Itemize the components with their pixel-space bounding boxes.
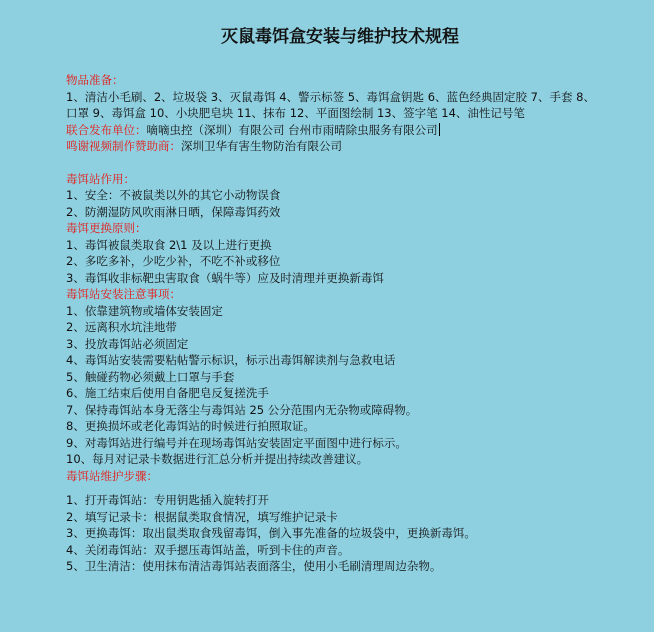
section-maintenance — [66, 468, 606, 575]
list-item: 3、更换毒饵：取出鼠类取食残留毒饵，倒入事先准备的垃圾袋中，更换新毒饵。 — [66, 526, 476, 540]
publisher-label: 联合发布单位： — [66, 122, 147, 137]
materials-heading: 物品准备： — [66, 73, 124, 87]
publisher-line — [66, 122, 606, 139]
list-item: 1、毒饵被鼠类取食 2\1 及以上进行更换 — [66, 237, 272, 252]
sponsor-line — [66, 138, 606, 155]
list-item: 7、保持毒饵站本身无落尘与毒饵站 25 公分范围内无杂物或障碍物。 — [66, 402, 418, 417]
list-item: 2、远离积水坑洼地带 — [66, 320, 177, 334]
list-item: 2、填写记录卡：根据鼠类取食情况，填写维护记录卡 — [66, 509, 338, 524]
section-heading: 毒饵站维护步骤： — [66, 468, 158, 483]
list-item: 3、毒饵收非标靶虫害取食（蜗牛等）应及时清理并更换新毒饵 — [66, 270, 384, 285]
list-item: 2、多吃多补，少吃少补，不吃不补或移位 — [66, 254, 281, 268]
section-purpose — [66, 171, 606, 221]
spacer — [66, 155, 606, 171]
list-item: 3、投放毒饵站必须固定 — [66, 336, 189, 351]
list-item: 1、打开毒饵站：专用钥匙插入旋转打开 — [66, 493, 269, 507]
section-heading: 毒饵站安装注意事项： — [66, 287, 181, 301]
list-item: 5、触碰药物必须戴上口罩与手套 — [66, 369, 235, 384]
list-item: 6、施工结束后使用自备肥皂反复搓洗手 — [66, 386, 269, 400]
section-heading: 毒饵站作用： — [66, 171, 135, 186]
document-content — [66, 72, 606, 575]
list-item: 9、对毒饵站进行编号并在现场毒饵站安装固定平面图中进行标示。 — [66, 435, 407, 450]
list-item: 4、关闭毒饵站：双手摁压毒饵站盖，听到卡住的声音。 — [66, 542, 350, 557]
list-item: 4、毒饵站安装需要粘帖警示标识，标示出毒饵解读剂与急救电话 — [66, 353, 396, 367]
materials-list: 1、清洁小毛刷、2、垃圾袋 3、灭鼠毒饵 4、警示标签 5、毒饵盒钥匙 6、蓝色经典固定胶 7、手套 8、口罩 9、毒饵盒 10、小块肥皂块 11、抹布 12、平面图绘制 13、签字笔 14、油性记号笔 — [66, 89, 595, 120]
list-item: 1、依靠建筑物或墙体安装固定 — [66, 303, 223, 318]
section-replacement — [66, 220, 606, 286]
list-item: 1、安全：不被鼠类以外的其它小动物误食 — [66, 188, 281, 202]
section-heading: 毒饵更换原则： — [66, 221, 147, 235]
sponsor-label: 鸣谢视频制作赞助商： — [66, 139, 181, 153]
text-cursor — [439, 123, 440, 136]
page-title: 灭鼠毒饵盒安装与维护技术规程 — [221, 27, 459, 47]
list-item: 2、防潮湿防风吹雨淋日晒，保障毒饵药效 — [66, 204, 281, 219]
list-item: 5、卫生清洁：使用抹布清洁毒饵站表面落尘，使用小毛刷清理周边杂物。 — [66, 559, 442, 573]
list-item: 8、更换损坏或老化毒饵站的时候进行拍照取证。 — [66, 419, 315, 433]
publisher-value: 嘀嘀虫控（深圳）有限公司 台州市雨晴除虫服务有限公司 — [146, 122, 438, 137]
section-installation — [66, 286, 606, 468]
list-item: 10、每月对记录卡数据进行汇总分析并提出持续改善建议。 — [66, 452, 369, 466]
sponsor-value: 深圳卫华有害生物防治有限公司 — [181, 139, 342, 153]
spacer — [66, 484, 606, 492]
